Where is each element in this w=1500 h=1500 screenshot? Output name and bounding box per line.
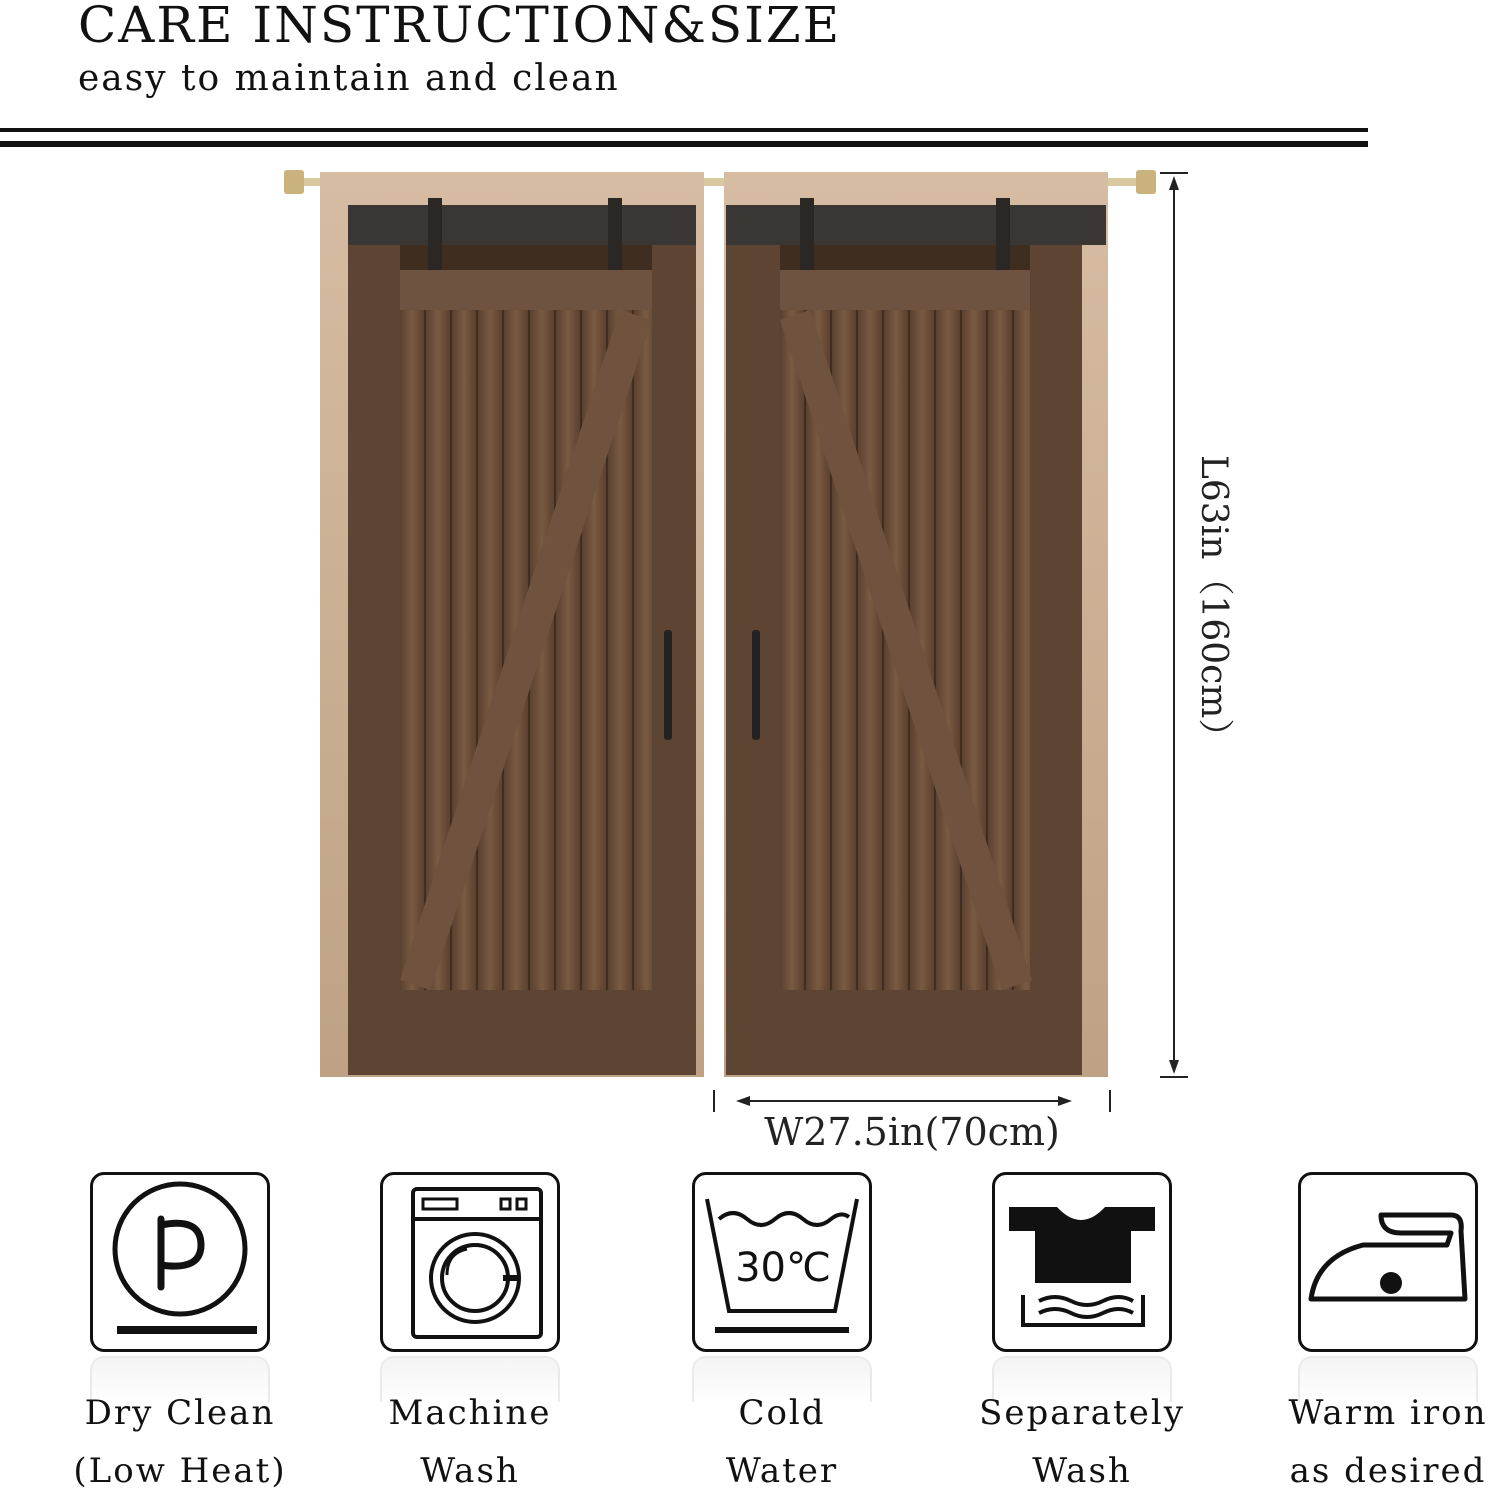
dry-clean-p-icon [90,1172,270,1352]
care-label-line1: Machine [388,1393,552,1433]
barn-door-curtains-image [280,160,1160,1090]
care-label-line1: Warm iron [1288,1393,1488,1433]
care-label-line2: as desired [1289,1451,1487,1491]
care-label-line2: Wash [1032,1451,1132,1491]
length-label: L63in（160cm） [1193,455,1234,755]
care-label-line1: Cold [738,1393,826,1433]
washing-machine-icon [380,1172,560,1352]
care-label-dry-clean [50,1384,310,1500]
left-curtain-panel [320,172,704,1077]
care-item-dry-clean [70,1172,290,1491]
care-label-separately-wash [952,1384,1212,1500]
page-subtitle: easy to maintain and clean [78,58,620,99]
care-item-machine-wash [360,1172,580,1491]
wash-tub-30c-icon [692,1172,872,1352]
separate-wash-shirt-icon [992,1172,1172,1352]
divider-thin [0,128,1368,132]
care-label-line1: Separately [979,1393,1185,1433]
width-label: W27.5in(70cm) [764,1110,1060,1154]
temperature-label: 30℃ [735,1245,831,1291]
care-label-line2: Wash [420,1451,520,1491]
iron-icon [1298,1172,1478,1352]
care-label-cold-water [652,1384,912,1500]
care-label-line1: Dry Clean [84,1393,276,1433]
page-title: CARE INSTRUCTION&SIZE [78,0,842,54]
care-label-line2: (Low Heat) [73,1451,287,1491]
care-label-machine-wash [340,1384,600,1500]
care-item-cold-water [672,1172,892,1491]
care-item-warm-iron [1278,1172,1498,1491]
care-label-line2: Water [725,1451,839,1491]
right-curtain-panel [724,172,1108,1077]
divider-thick [0,141,1368,147]
care-item-separately-wash [972,1172,1192,1491]
care-label-warm-iron [1258,1384,1500,1500]
